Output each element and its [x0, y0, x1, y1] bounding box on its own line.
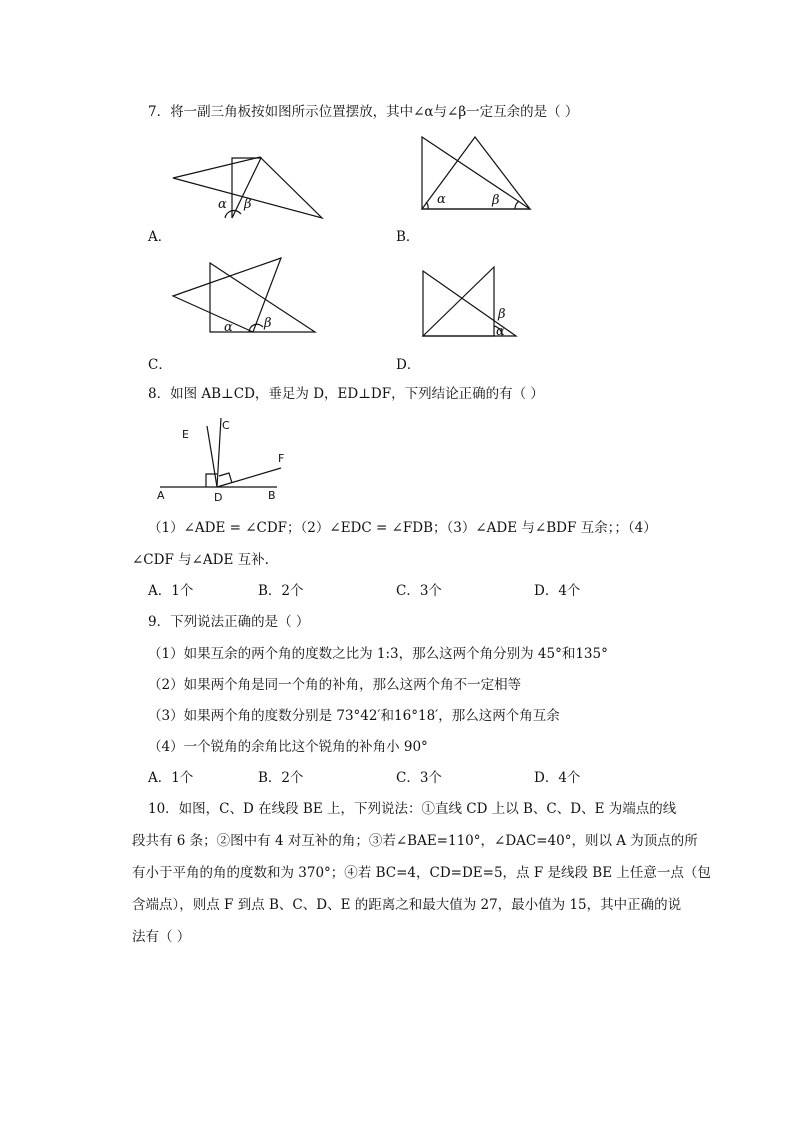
q7-option-c[interactable]: C． [148, 357, 172, 373]
label-b: B [268, 489, 276, 502]
fig-b-beta: β [492, 193, 500, 208]
ray-de [207, 426, 217, 487]
q8-stem: 8．如图 AB⊥CD，垂足为 D，ED⊥DF，下列结论正确的有（ ） [148, 386, 544, 402]
q7-stem: 7．将一副三角板按如图所示位置摆放，其中∠α与∠β一定互余的是（ ） [148, 104, 579, 120]
q9-item-4: （4）一个锐角的余角比这个锐角的补角小 90° [148, 739, 428, 755]
q8-choice-b[interactable]: B．2个 [258, 583, 304, 599]
q9-choice-a[interactable]: A．1个 [148, 770, 194, 786]
q8-choice-a[interactable]: A．1个 [148, 583, 194, 599]
q8-figure [150, 412, 300, 504]
q9-item-1: （1）如果互余的两个角的度数之比为 1:3，那么这两个角分别为 45°和135° [148, 646, 608, 662]
fig-c-alpha: α [224, 320, 233, 335]
fig-b-alpha: α [437, 192, 446, 207]
q7-figure-b [415, 132, 540, 214]
q10-line-3: 有小于平角的角的度数和为 370°；④若 BC=4，CD=DE=5，点 F 是线段 BE 上任意一点（包 [132, 865, 711, 881]
q7-figure-c [165, 255, 325, 337]
q9-choice-c[interactable]: C．3个 [396, 770, 442, 786]
q8-choice-c[interactable]: C．3个 [396, 583, 442, 599]
q9-item-2: （2）如果两个角是同一个角的补角，那么这两个角不一定相等 [148, 677, 522, 693]
fig-d-triangle-2 [423, 267, 494, 336]
ray-dc [217, 418, 221, 487]
q8-choice-d[interactable]: D．4个 [534, 583, 581, 599]
q7-figure-a [165, 150, 330, 225]
ray-df [217, 468, 281, 487]
label-c: C [222, 419, 230, 432]
label-f: F [278, 452, 285, 465]
fig-d-beta: β [498, 307, 506, 322]
label-d: D [214, 491, 223, 504]
fig-b-arc-beta [515, 201, 519, 209]
label-a: A [157, 489, 165, 502]
q10-line-1: 10．如图，C、D 在线段 BE 上，下列说法：①直线 CD 上以 B、C、D、E 为端点的线 [148, 801, 677, 817]
q9-choice-b[interactable]: B．2个 [258, 770, 304, 786]
q10-line-5: 法有（ ） [132, 929, 191, 945]
q8-statements-line1: （1）∠ADE = ∠CDF；（2）∠EDC = ∠FDB；（3）∠ADE 与∠BDF 互余；；（4） [148, 520, 657, 536]
q7-figure-d [418, 262, 528, 342]
fig-d-alpha: α [496, 324, 505, 339]
fig-c-beta: β [264, 316, 272, 331]
q10-line-4: 含端点），则点 F 到点 B、C、D、E 的距离之和最大值为 27，最小值为 15，其中正确的说 [132, 897, 682, 913]
fig-b-arc-alpha [426, 202, 428, 209]
q9-stem: 9．下列说法正确的是（ ） [148, 614, 310, 630]
right-angle-mark-ef [219, 473, 232, 483]
q7-option-a[interactable]: A． [148, 229, 172, 245]
fig-a-beta: β [244, 197, 252, 212]
q9-choice-d[interactable]: D．4个 [534, 770, 581, 786]
q10-line-2: 段共有 6 条；②图中有 4 对互补的角；③若∠BAE=110°，∠DAC=40°，则以 A 为顶点的所 [132, 833, 698, 849]
q7-option-b[interactable]: B． [396, 229, 420, 245]
q7-option-d[interactable]: D． [396, 357, 421, 373]
fig-a-alpha: α [218, 197, 227, 212]
label-e: E [182, 428, 189, 441]
q8-statements-line2: ∠CDF 与∠ADE 互补. [132, 552, 269, 568]
q9-item-3: （3）如果两个角的度数分别是 73°42′和16°18′，那么这两个角互余 [148, 708, 560, 724]
